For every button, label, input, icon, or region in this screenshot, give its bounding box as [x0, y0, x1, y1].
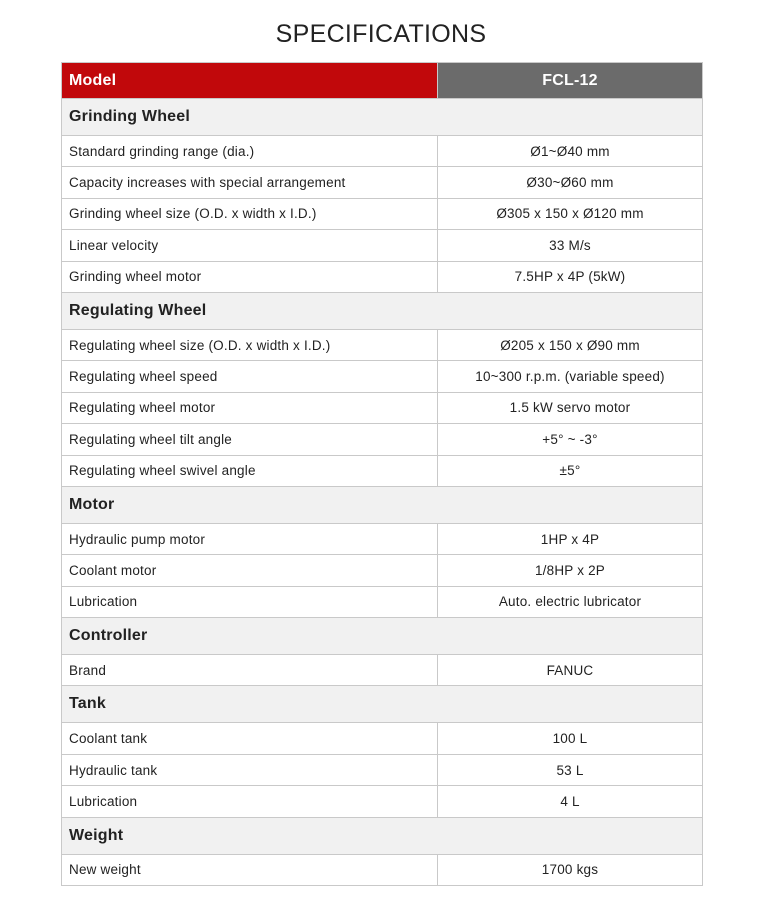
spec-value: 100 L — [438, 723, 703, 754]
section-title: Controller — [62, 618, 703, 655]
spec-value: 7.5HP x 4P (5kW) — [438, 261, 703, 292]
section-header-row — [62, 817, 703, 854]
section-header-row — [62, 486, 703, 523]
spec-value: 1HP x 4P — [438, 523, 703, 554]
table-header-row — [62, 63, 703, 99]
table-row — [62, 261, 703, 292]
spec-value: 1/8HP x 2P — [438, 555, 703, 586]
spec-label: Regulating wheel motor — [62, 392, 438, 423]
table-row — [62, 198, 703, 229]
spec-label: Capacity increases with special arrangement — [62, 167, 438, 198]
spec-value: Ø30~Ø60 mm — [438, 167, 703, 198]
table-row — [62, 655, 703, 686]
spec-value: 4 L — [438, 786, 703, 817]
table-row — [62, 167, 703, 198]
spec-label: Lubrication — [62, 786, 438, 817]
table-row — [62, 523, 703, 554]
spec-value: +5° ~ -3° — [438, 424, 703, 455]
table-row — [62, 329, 703, 360]
table-row — [62, 424, 703, 455]
table-row — [62, 230, 703, 261]
section-title: Tank — [62, 686, 703, 723]
table-row — [62, 723, 703, 754]
table-row — [62, 455, 703, 486]
section-header-row — [62, 618, 703, 655]
section-title: Grinding Wheel — [62, 99, 703, 136]
section-title: Regulating Wheel — [62, 292, 703, 329]
spec-label: Brand — [62, 655, 438, 686]
table-row — [62, 586, 703, 617]
spec-label: New weight — [62, 854, 438, 885]
section-title: Weight — [62, 817, 703, 854]
specifications-table — [61, 62, 703, 886]
spec-label: Regulating wheel size (O.D. x width x I.D.) — [62, 329, 438, 360]
table-row — [62, 754, 703, 785]
spec-label: Regulating wheel swivel angle — [62, 455, 438, 486]
spec-value: 1.5 kW servo motor — [438, 392, 703, 423]
spec-label: Grinding wheel size (O.D. x width x I.D.) — [62, 198, 438, 229]
section-header-row — [62, 686, 703, 723]
spec-value: ±5° — [438, 455, 703, 486]
spec-value: Auto. electric lubricator — [438, 586, 703, 617]
spec-value: 10~300 r.p.m. (variable speed) — [438, 361, 703, 392]
table-row — [62, 136, 703, 167]
spec-value: Ø1~Ø40 mm — [438, 136, 703, 167]
spec-label: Coolant tank — [62, 723, 438, 754]
table-row — [62, 361, 703, 392]
table-row — [62, 786, 703, 817]
spec-label: Regulating wheel speed — [62, 361, 438, 392]
table-row — [62, 392, 703, 423]
spec-label: Standard grinding range (dia.) — [62, 136, 438, 167]
spec-label: Hydraulic pump motor — [62, 523, 438, 554]
spec-label: Regulating wheel tilt angle — [62, 424, 438, 455]
page-title: SPECIFICATIONS — [275, 20, 487, 48]
spec-label: Hydraulic tank — [62, 754, 438, 785]
spec-value: Ø305 x 150 x Ø120 mm — [438, 198, 703, 229]
section-header-row — [62, 292, 703, 329]
table-row — [62, 854, 703, 885]
spec-value: 1700 kgs — [438, 854, 703, 885]
spec-value: Ø205 x 150 x Ø90 mm — [438, 329, 703, 360]
spec-value: 33 M/s — [438, 230, 703, 261]
section-title: Motor — [62, 486, 703, 523]
section-header-row — [62, 99, 703, 136]
model-value: FCL-12 — [438, 63, 703, 99]
spec-label: Lubrication — [62, 586, 438, 617]
spec-value: 53 L — [438, 754, 703, 785]
spec-label: Linear velocity — [62, 230, 438, 261]
specifications-body — [62, 99, 703, 886]
spec-label: Grinding wheel motor — [62, 261, 438, 292]
spec-value: FANUC — [438, 655, 703, 686]
model-label: Model — [62, 63, 438, 99]
spec-label: Coolant motor — [62, 555, 438, 586]
table-row — [62, 555, 703, 586]
